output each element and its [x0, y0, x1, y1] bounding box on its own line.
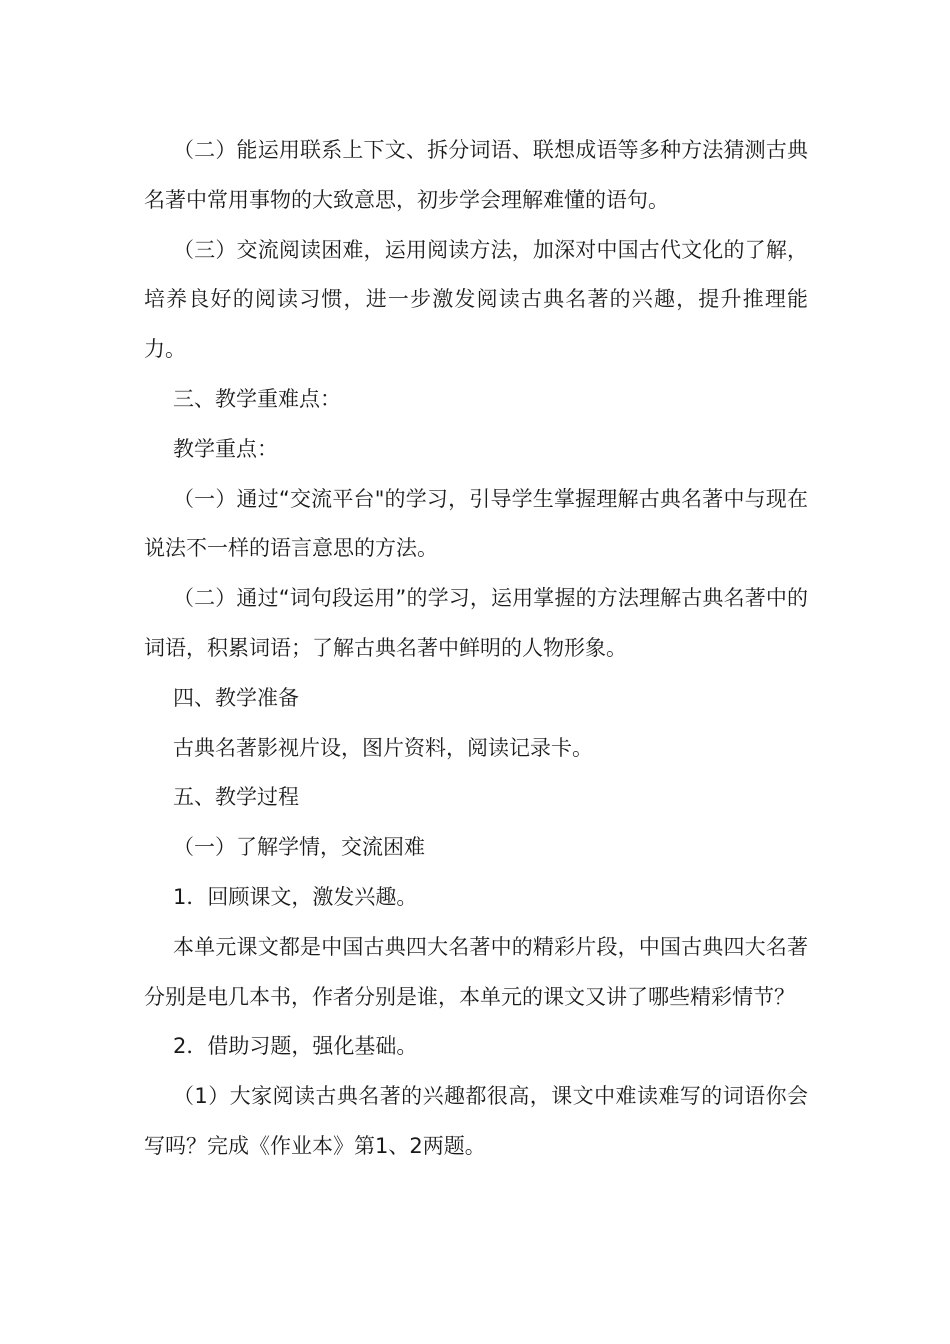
- paragraph-preparation: 古典名著影视片设，图片资料，阅读记录卡。: [173, 735, 593, 760]
- heading-key-points: 教学重点：: [173, 436, 278, 461]
- paragraph-key-point-1: （一）通过“交流平台"的学习，引导学生掌握理解古典名著中与现在说法不一样的语言意思的方法。: [144, 486, 808, 561]
- document-body: [144, 126, 808, 1172]
- paragraph-exercise-1: （1）大家阅读古典名著的兴趣都很高，课文中难读难写的词语你会写吗？完成《作业本》第1、2两题。: [144, 1084, 808, 1158]
- heading-key-difficult-points: 三、教学重难点：: [173, 386, 341, 411]
- paragraph-objective-3: （三）交流阅读困难，运用阅读方法，加深对中国古代文化的了解，培养良好的阅读习惯，进一步激发阅读古典名著的兴趣，提升推理能力。: [144, 237, 808, 362]
- paragraph-key-point-2: （二）通过“词句段运用”的学习，运用掌握的方法理解古典名著中的词语，积累词语；了解古典名著中鲜明的人物形象。: [144, 586, 808, 660]
- paragraph-review: 1．回顾课文，激发兴趣。: [173, 884, 418, 909]
- heading-process-step-1: （一）了解学情，交流困难: [173, 835, 425, 860]
- heading-preparation: 四、教学准备: [173, 685, 299, 710]
- paragraph-unit-intro: 本单元课文都是中国古典四大名著中的精彩片段，中国古典四大名著分别是电几本书，作者分别是谁，本单元的课文又讲了哪些精彩情节？: [144, 934, 808, 1009]
- paragraph-exercises: 2．借助习题，强化基础。: [173, 1034, 418, 1059]
- paragraph-objective-2: （二）能运用联系上下文、拆分词语、联想成语等多种方法猜测古典名著中常用事物的大致意思，初步学会理解难懂的语句。: [144, 138, 808, 212]
- heading-process: 五、教学过程: [173, 785, 299, 810]
